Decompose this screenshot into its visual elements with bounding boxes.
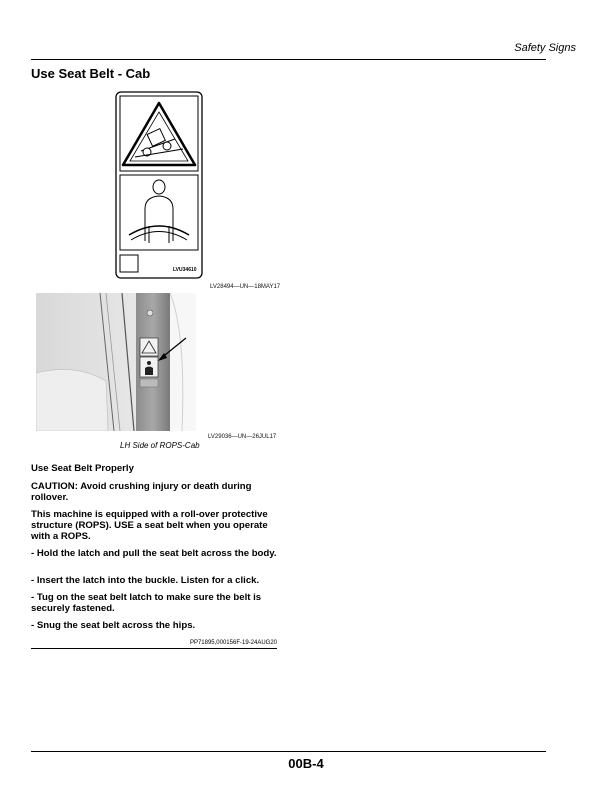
page-number: 00B-4: [288, 756, 324, 771]
section-title: Use Seat Belt - Cab: [31, 66, 151, 81]
seat-belt-decal-illustration: [115, 91, 203, 279]
figure2-caption: LV29036—UN—26JUL17: [208, 434, 277, 440]
running-header: Safety Signs: [514, 42, 576, 54]
figure1-caption: LV28494—UN—18MAY17: [210, 284, 281, 290]
bullet-4: - Snug the seat belt across the hips.: [31, 620, 196, 631]
header-rule: [31, 59, 546, 60]
decal-code: LVU34610: [173, 267, 197, 273]
figure2-subtitle: LH Side of ROPS-Cab: [120, 441, 200, 450]
rops-paragraph: This machine is equipped with a roll-over protective structure (ROPS). USE a seat belt when you operate with a ROPS.: [31, 509, 268, 542]
content-heading: Use Seat Belt Properly: [31, 463, 134, 474]
rops-photo: [36, 293, 196, 431]
content-end-rule: [31, 648, 277, 649]
seat-belt-decal-figure: [115, 91, 203, 279]
rops-photo-illustration: [36, 293, 196, 431]
bullet-3: - Tug on the seat belt latch to make sure the belt is securely fastened.: [31, 592, 262, 614]
caution-statement: CAUTION: Avoid crushing injury or death during rollover.: [31, 481, 252, 503]
bullet-1: - Hold the latch and pull the seat belt across the body.: [31, 548, 277, 559]
reference-code: PP71895,000156F-19-24AUG20: [189, 640, 277, 646]
bullet-2: - Insert the latch into the buckle. Listen for a click.: [31, 575, 260, 586]
footer-rule: [31, 751, 546, 752]
